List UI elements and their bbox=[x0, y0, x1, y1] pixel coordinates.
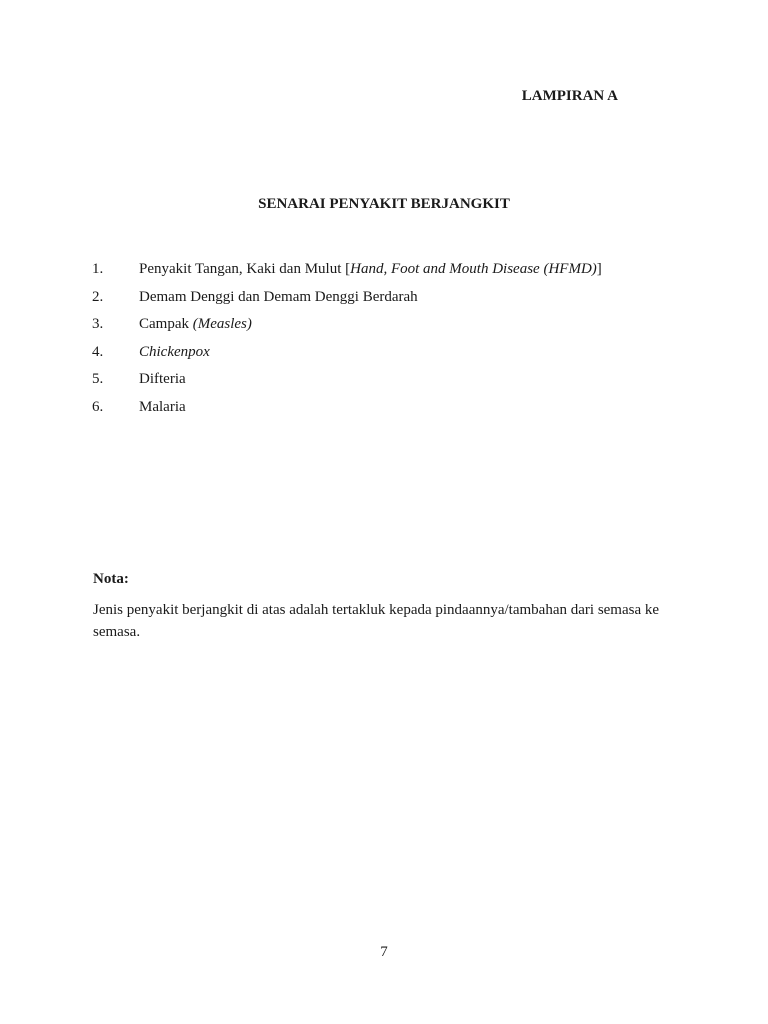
list-item-plain-text: Difteria bbox=[139, 371, 186, 387]
list-item-number: 5. bbox=[92, 371, 104, 387]
document-title: SENARAI PENYAKIT BERJANGKIT bbox=[258, 196, 510, 212]
list-item-text bbox=[139, 341, 210, 363]
list-item-text bbox=[139, 286, 418, 308]
list-item bbox=[92, 368, 712, 396]
list-item-plain-text: Demam Denggi dan Demam Denggi Berdarah bbox=[139, 288, 418, 305]
list-item bbox=[92, 258, 712, 286]
page-number: 7 bbox=[380, 944, 388, 960]
list-item-italic-text: (Measles) bbox=[192, 316, 252, 332]
list-item-number: 2. bbox=[92, 288, 104, 305]
disease-list bbox=[92, 258, 712, 423]
list-item-number: 4. bbox=[92, 343, 104, 360]
list-item-text bbox=[139, 258, 602, 280]
list-item-plain-text: Campak bbox=[139, 316, 193, 332]
list-item-plain-text: Malaria bbox=[139, 398, 186, 415]
list-item bbox=[92, 396, 712, 424]
list-item-italic-text: Chickenpox bbox=[139, 343, 210, 360]
list-item-number: 1. bbox=[92, 261, 104, 277]
list-item-text bbox=[139, 368, 186, 390]
list-item-number: 3. bbox=[92, 316, 104, 332]
list-item bbox=[92, 286, 712, 314]
list-item bbox=[92, 341, 712, 369]
note-heading: Nota: bbox=[93, 571, 129, 587]
list-item-plain-text: Penyakit Tangan, Kaki dan Mulut [ bbox=[139, 261, 351, 277]
appendix-label: LAMPIRAN A bbox=[521, 88, 618, 104]
list-item-suffix: ] bbox=[596, 261, 602, 277]
list-item-italic-text: Hand, Foot and Mouth Disease (HFMD) bbox=[350, 261, 597, 277]
list-item bbox=[92, 313, 712, 341]
note-body: Jenis penyakit berjangkit di atas adalah tertakluk kepada pindaannya/tambahan dari semasa ke semasa. bbox=[93, 602, 660, 640]
list-item-text bbox=[139, 396, 186, 418]
list-item-number: 6. bbox=[92, 398, 104, 415]
list-item-text bbox=[139, 313, 252, 335]
